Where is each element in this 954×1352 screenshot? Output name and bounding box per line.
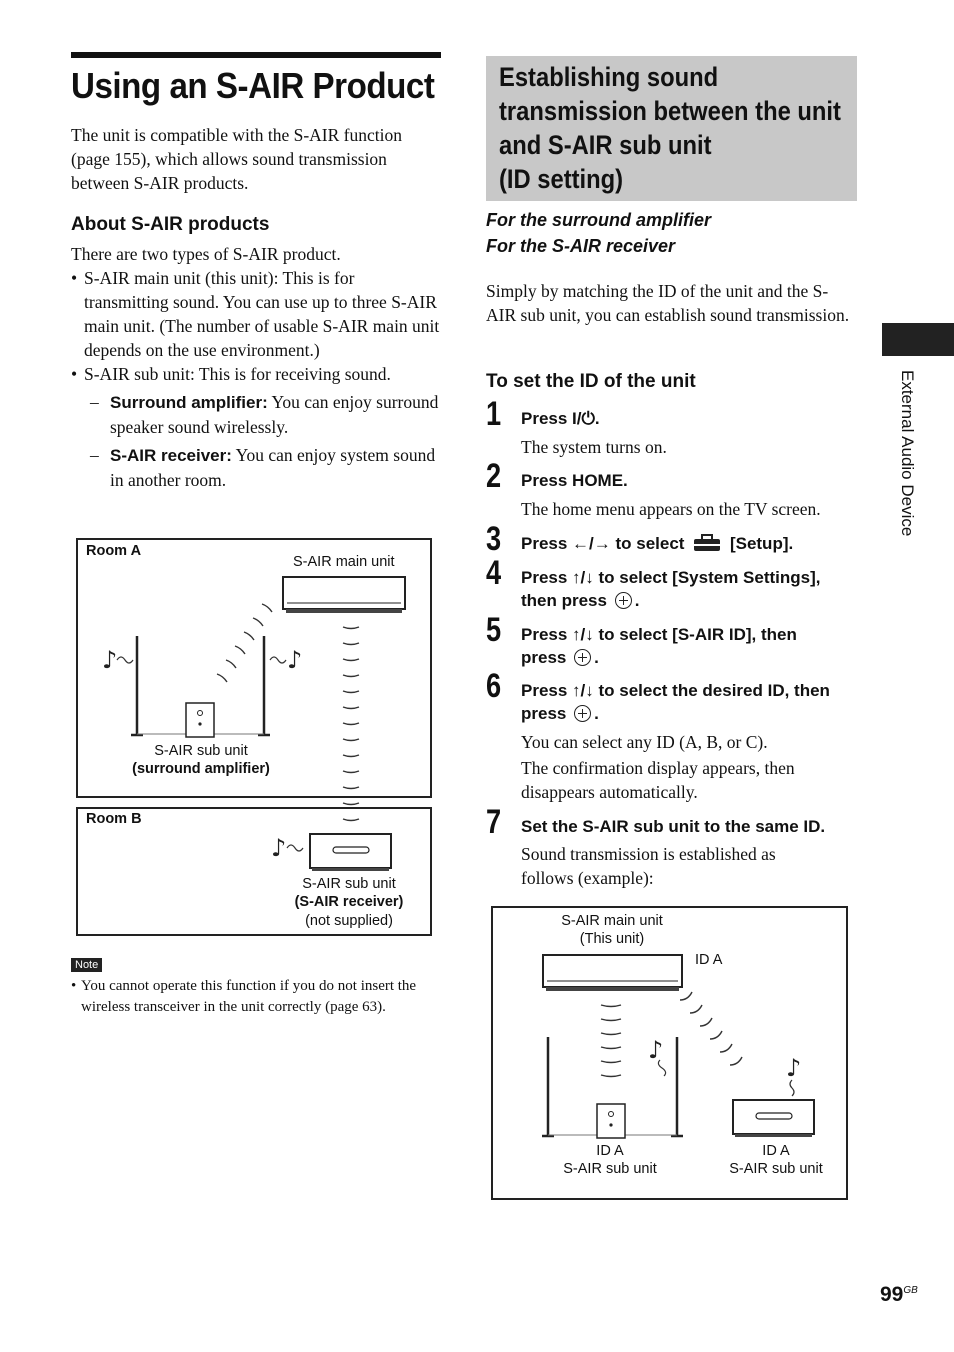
header-line-4: (ID setting) [499, 164, 624, 194]
step-5-text: Press ↑/↓ to select [S-AIR ID], then press . [521, 625, 797, 667]
intro-paragraph: The unit is compatible with the S-AIR function (page 155), which allows sound transmission between S-AIR products. [71, 125, 402, 193]
step-number: 4 [486, 554, 502, 592]
step-1-desc: The system turns on. [521, 437, 667, 457]
for-receiver: For the S-AIR receiver [486, 236, 676, 256]
id-sub1-label: ID A [596, 1143, 624, 1159]
set-id-heading: To set the ID of the unit [486, 371, 696, 392]
dash-mark: – [90, 445, 99, 465]
sub-unit-amp-icon [597, 1104, 625, 1138]
step-number: 5 [486, 611, 502, 649]
sound-squiggle-icon [790, 1080, 794, 1096]
side-tab-marker [882, 323, 954, 356]
for-surround: For the surround amplifier [486, 210, 712, 230]
music-note-icon: ♪ [287, 646, 303, 674]
header-line-2: transmission between the unit [499, 96, 841, 126]
surround-label: Surround amplifier: [110, 393, 268, 412]
sub-unit-b-label: S-AIR sub unit [302, 876, 396, 892]
page-suffix: GB [903, 1285, 918, 1296]
step-number: 7 [486, 803, 502, 841]
id-sub2-label: ID A [762, 1143, 790, 1159]
id-main-label: ID A [695, 952, 723, 968]
sub2-label: S-AIR sub unit [729, 1161, 823, 1177]
step-2-text: Press HOME. [521, 471, 628, 490]
step-3-text: Press ←/→ to select [Setup]. [521, 534, 794, 553]
page-number: $99^{GB}$ [880, 1283, 918, 1306]
bullet-main-unit: • S-AIR main unit (this unit): This is for transmitting sound. You can use up to three S-AIR main unit. (The number of usable S-AIR main unit depends on the use environment.) [71, 266, 443, 362]
step-7-text: Set the S-AIR sub unit to the same ID. [521, 817, 826, 836]
step-2-desc: The home menu appears on the TV screen. [521, 499, 821, 519]
right-speaker-icon [671, 1037, 683, 1136]
step-number: 3 [486, 520, 502, 558]
receiver-label: (S-AIR receiver) [294, 894, 404, 910]
note-badge: Note [71, 958, 102, 972]
room-a-label: Room A [86, 543, 142, 559]
main-unit-icon [543, 955, 682, 991]
side-tab-label: External Audio Device [898, 370, 917, 537]
main-unit-label: S-AIR main unit [561, 913, 663, 929]
left-speaker-icon [542, 1037, 554, 1136]
surround-amp-label: (surround amplifier) [132, 761, 270, 777]
dash-surround: – Surround amplifier: You can enjoy surround speaker sound wirelessly. [90, 392, 439, 437]
receiver-label: S-AIR receiver: [110, 446, 232, 465]
dash-mark: – [90, 392, 99, 412]
main-unit-label: S-AIR main unit [293, 554, 395, 570]
sub1-label: S-AIR sub unit [563, 1161, 657, 1177]
music-note-icon: ♪ [102, 646, 118, 674]
types-intro: There are two types of S-AIR product. [71, 244, 341, 264]
this-unit-label: (This unit) [579, 931, 645, 947]
step-6-desc: You can select any ID (A, B, or C). The confirmation display appears, then disappears automatically. [521, 732, 795, 802]
right-intro: Simply by matching the ID of the unit and the S-AIR sub unit, you can establish sound transmission. [486, 281, 850, 325]
bullet-sub-unit: • S-AIR sub unit: This is for receiving sound. [71, 362, 443, 386]
header-line-3: and S-AIR sub unit [499, 130, 712, 160]
step-number: 1 [486, 395, 502, 433]
diagonal-waves-icon [680, 992, 742, 1065]
step-number: 2 [486, 457, 502, 495]
receiver-icon [733, 1100, 814, 1137]
step-4-text: Press ↑/↓ to select [System Settings], then press . [521, 568, 821, 610]
step-7-desc: Sound transmission is established as follows (example): [521, 844, 776, 888]
page-title: Using an S-AIR Product [71, 65, 435, 106]
step-6-text: Press ↑/↓ to select the desired ID, then press . [521, 681, 830, 723]
music-note-icon: ♪ [786, 1054, 802, 1082]
step-1-text: Press I/⏻. [521, 409, 600, 428]
step-number: 6 [486, 667, 502, 705]
dash-receiver: – S-AIR receiver: You can enjoy system sound in another room. [90, 445, 436, 490]
room-b-label: Room B [86, 811, 142, 827]
header-line-1: Establishing sound [499, 62, 719, 92]
vertical-waves-icon [601, 1005, 621, 1077]
about-heading: About S-AIR products [71, 214, 270, 235]
music-note-icon: ♪ [271, 834, 287, 862]
note-text: You cannot operate this function if you do not insert the wireless transceiver in the unit correctly (page 63). [81, 978, 417, 1015]
sub-unit-label: S-AIR sub unit [154, 743, 248, 759]
music-note-icon: ♪ [648, 1036, 664, 1064]
not-supplied-label: (not supplied) [305, 913, 393, 929]
